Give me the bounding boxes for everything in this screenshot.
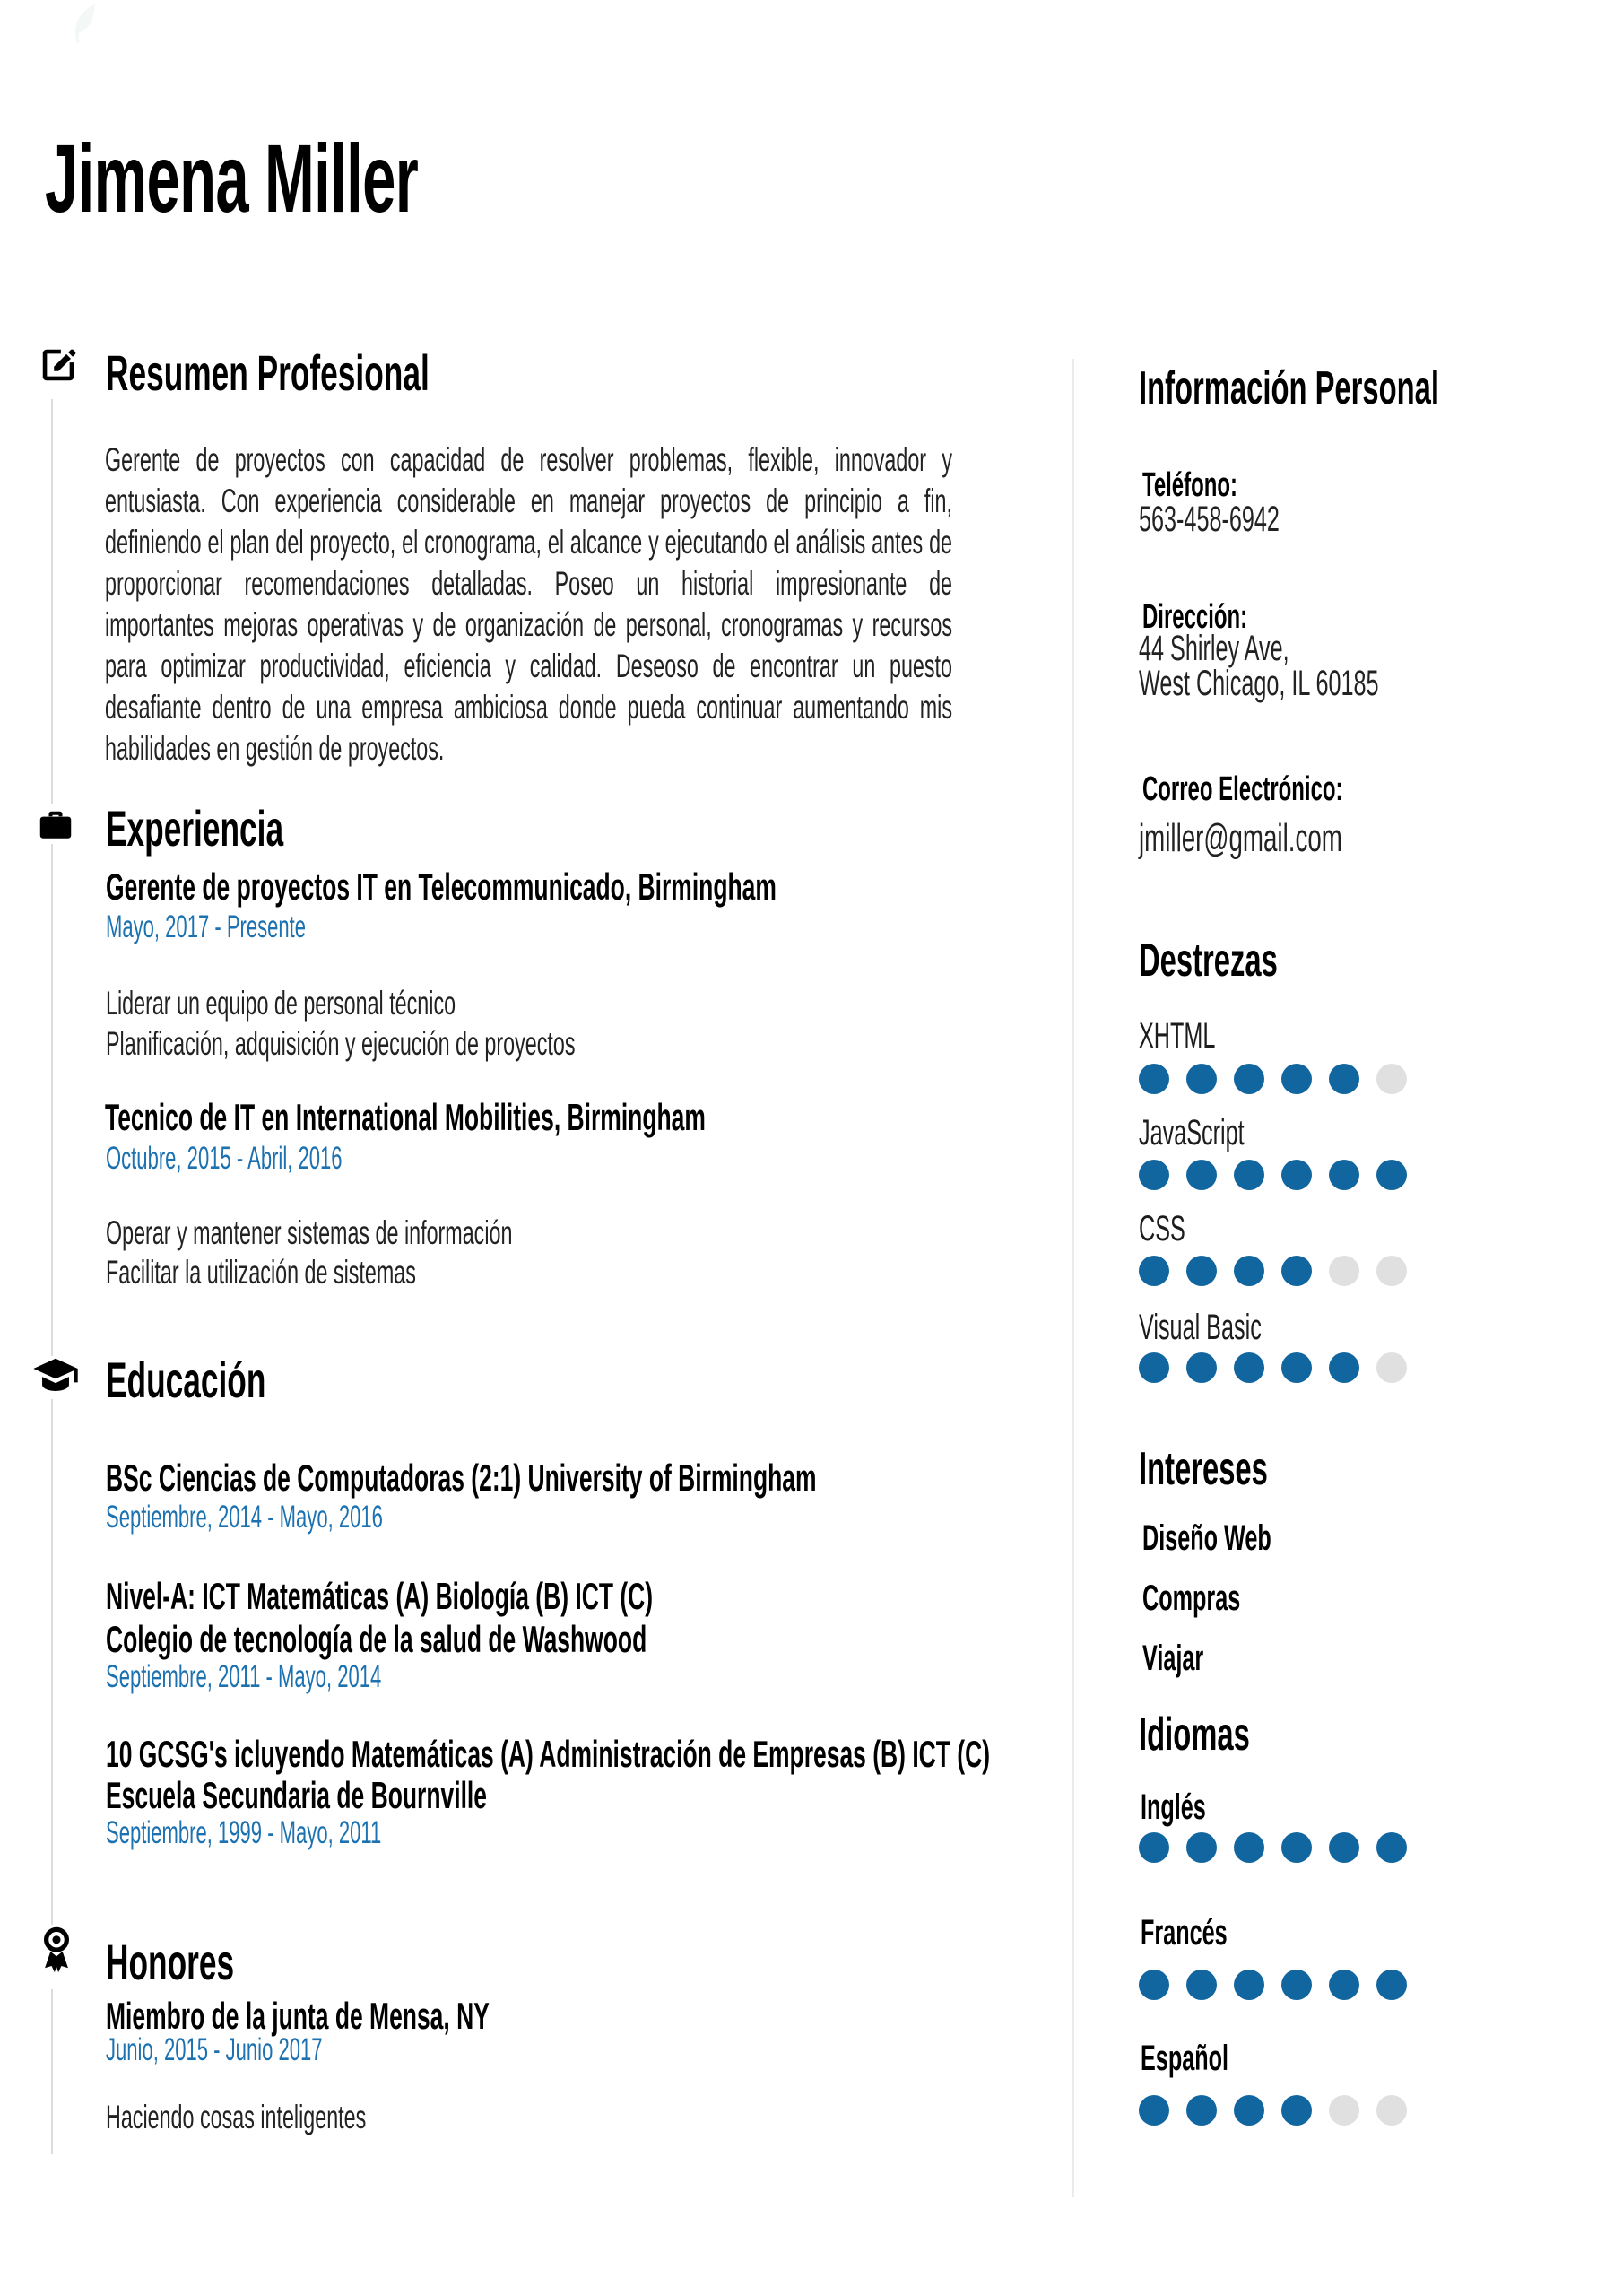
education-title: Nivel-A: ICT Matemáticas (A) Biología (B) ICT (C) bbox=[106, 1575, 654, 1617]
level-dot-filled bbox=[1139, 1256, 1169, 1286]
language-name: Francés bbox=[1141, 1913, 1228, 1952]
level-dot-filled bbox=[1139, 2095, 1169, 2126]
level-dot-filled bbox=[1281, 2095, 1312, 2126]
education-dates: Septiembre, 2014 - Mayo, 2016 bbox=[106, 1500, 383, 1535]
interest-item: Diseño Web bbox=[1142, 1518, 1271, 1558]
job-detail-line: Planificación, adquisición y ejecución de proyectos bbox=[106, 1025, 576, 1062]
level-dot-filled bbox=[1281, 1160, 1312, 1190]
level-dot-filled bbox=[1186, 1832, 1217, 1863]
level-dot-filled bbox=[1281, 1352, 1312, 1383]
level-dot-filled bbox=[1234, 1832, 1264, 1863]
education-title: 10 GCSG's icluyendo Matemáticas (A) Administración de Empresas (B) ICT (C) bbox=[106, 1733, 991, 1775]
interest-item: Compras bbox=[1142, 1578, 1241, 1618]
address-label: Dirección: bbox=[1142, 598, 1248, 636]
email-value: jmiller@gmail.com bbox=[1139, 816, 1342, 860]
job-dates: Octubre, 2015 - Abril, 2016 bbox=[106, 1141, 343, 1176]
skill-name: XHTML bbox=[1139, 1016, 1216, 1056]
level-dot-empty bbox=[1376, 1352, 1407, 1383]
education-title: Escuela Secundaria de Bournville bbox=[106, 1774, 487, 1816]
briefcase-icon bbox=[36, 804, 75, 844]
skill-name: JavaScript bbox=[1139, 1113, 1245, 1152]
level-dot-filled bbox=[1234, 1064, 1264, 1094]
level-dot-filled bbox=[1234, 1352, 1264, 1383]
level-dot-filled bbox=[1139, 1064, 1169, 1094]
quill-logo-icon bbox=[65, 2, 104, 47]
job-title: Tecnico de IT en International Mobilities, Birmingham bbox=[105, 1096, 706, 1138]
section-heading-honors: Honores bbox=[106, 1934, 235, 1990]
level-dot-empty bbox=[1376, 1064, 1407, 1094]
level-dot-filled bbox=[1186, 1352, 1217, 1383]
honor-detail-line: Haciendo cosas inteligentes bbox=[106, 2099, 367, 2135]
language-name: Inglés bbox=[1141, 1787, 1206, 1827]
job-detail-line: Facilitar la utilización de sistemas bbox=[106, 1254, 416, 1291]
level-dot-filled bbox=[1376, 1970, 1407, 2000]
job-dates: Mayo, 2017 - Presente bbox=[106, 909, 307, 944]
education-title: BSc Ciencias de Computadoras (2:1) University of Birmingham bbox=[106, 1457, 817, 1499]
level-dot-filled bbox=[1139, 1352, 1169, 1383]
job-detail-line: Operar y mantener sistemas de información bbox=[106, 1214, 513, 1251]
level-dot-filled bbox=[1234, 2095, 1264, 2126]
language-level-dots bbox=[1139, 1970, 1407, 2000]
level-dot-filled bbox=[1329, 1064, 1359, 1094]
address-line: West Chicago, IL 60185 bbox=[1139, 664, 1379, 703]
honor-title: Miembro de la junta de Mensa, NY bbox=[106, 1995, 490, 2037]
level-dot-filled bbox=[1329, 1352, 1359, 1383]
skill-level-dots bbox=[1139, 1160, 1407, 1190]
level-dot-filled bbox=[1234, 1970, 1264, 2000]
level-dot-filled bbox=[1281, 1256, 1312, 1286]
interest-item: Viajar bbox=[1142, 1639, 1204, 1678]
education-dates: Septiembre, 2011 - Mayo, 2014 bbox=[106, 1659, 382, 1694]
section-heading-skills: Destrezas bbox=[1139, 935, 1278, 987]
job-title: Gerente de proyectos IT en Telecommunicado, Birmingham bbox=[106, 865, 777, 908]
section-heading-interests: Intereses bbox=[1139, 1443, 1268, 1495]
honor-dates: Junio, 2015 - Junio 2017 bbox=[106, 2032, 323, 2067]
education-dates: Septiembre, 1999 - Mayo, 2011 bbox=[106, 1815, 382, 1850]
level-dot-filled bbox=[1186, 1970, 1217, 2000]
level-dot-filled bbox=[1329, 1832, 1359, 1863]
level-dot-filled bbox=[1234, 1256, 1264, 1286]
skill-name: Visual Basic bbox=[1139, 1308, 1262, 1347]
level-dot-empty bbox=[1376, 2095, 1407, 2126]
email-label: Correo Electrónico: bbox=[1142, 770, 1343, 808]
language-level-dots bbox=[1139, 1832, 1407, 1863]
graduation-cap-icon bbox=[32, 1356, 79, 1399]
language-level-dots bbox=[1139, 2095, 1407, 2126]
section-heading-personal-info: Información Personal bbox=[1139, 362, 1439, 414]
level-dot-filled bbox=[1186, 1256, 1217, 1286]
summary-paragraph: Gerente de proyectos con capacidad de resolver problemas, flexible, innovador y entusiasta. Con experiencia considerable en manejar proyectos de principio a fin, definiendo el plan del proyecto, el cronograma, el alcance y ejecutando el análisis antes de proporcionar recomendaciones detalladas. Poseo un historial impresionante de importantes mejoras operativas y de organización de personal, cronogramas y recursos para optimizar productividad, eficiencia y calidad. Deseoso de encontrar un puesto desafiante dentro de una empresa ambiciosa donde pueda continuar aumentando mis habilidades en gestión de proyectos. bbox=[105, 441, 952, 767]
level-dot-filled bbox=[1139, 1832, 1169, 1863]
level-dot-filled bbox=[1186, 1064, 1217, 1094]
level-dot-filled bbox=[1329, 1970, 1359, 2000]
address-line: 44 Shirley Ave, bbox=[1139, 629, 1289, 668]
person-name-heading: Jimena Miller bbox=[45, 124, 419, 232]
level-dot-filled bbox=[1139, 1160, 1169, 1190]
skill-level-dots bbox=[1139, 1064, 1407, 1094]
level-dot-filled bbox=[1281, 1832, 1312, 1863]
medal-icon bbox=[38, 1925, 75, 1989]
skill-level-dots bbox=[1139, 1352, 1407, 1383]
section-heading-summary: Resumen Profesional bbox=[106, 344, 430, 401]
skill-name: CSS bbox=[1139, 1209, 1185, 1248]
section-heading-languages: Idiomas bbox=[1139, 1709, 1250, 1761]
level-dot-filled bbox=[1376, 1160, 1407, 1190]
edit-pencil-square-icon bbox=[38, 344, 79, 386]
skill-level-dots bbox=[1139, 1256, 1407, 1286]
level-dot-filled bbox=[1234, 1160, 1264, 1190]
job-detail-line: Liderar un equipo de personal técnico bbox=[106, 985, 456, 1022]
level-dot-filled bbox=[1329, 1160, 1359, 1190]
level-dot-filled bbox=[1281, 1064, 1312, 1094]
level-dot-filled bbox=[1186, 2095, 1217, 2126]
level-dot-empty bbox=[1329, 1256, 1359, 1286]
phone-label: Teléfono: bbox=[1142, 466, 1237, 504]
phone-value: 563-458-6942 bbox=[1139, 500, 1280, 539]
level-dot-empty bbox=[1329, 2095, 1359, 2126]
left-section-rule bbox=[51, 399, 53, 2154]
language-name: Español bbox=[1141, 2039, 1229, 2078]
level-dot-filled bbox=[1186, 1160, 1217, 1190]
section-heading-education: Educación bbox=[106, 1352, 266, 1408]
section-heading-experience: Experiencia bbox=[106, 800, 284, 857]
education-title: Colegio de tecnología de la salud de Washwood bbox=[106, 1618, 647, 1660]
level-dot-empty bbox=[1376, 1256, 1407, 1286]
column-divider bbox=[1072, 359, 1074, 2197]
level-dot-filled bbox=[1281, 1970, 1312, 2000]
level-dot-filled bbox=[1139, 1970, 1169, 2000]
level-dot-filled bbox=[1376, 1832, 1407, 1863]
